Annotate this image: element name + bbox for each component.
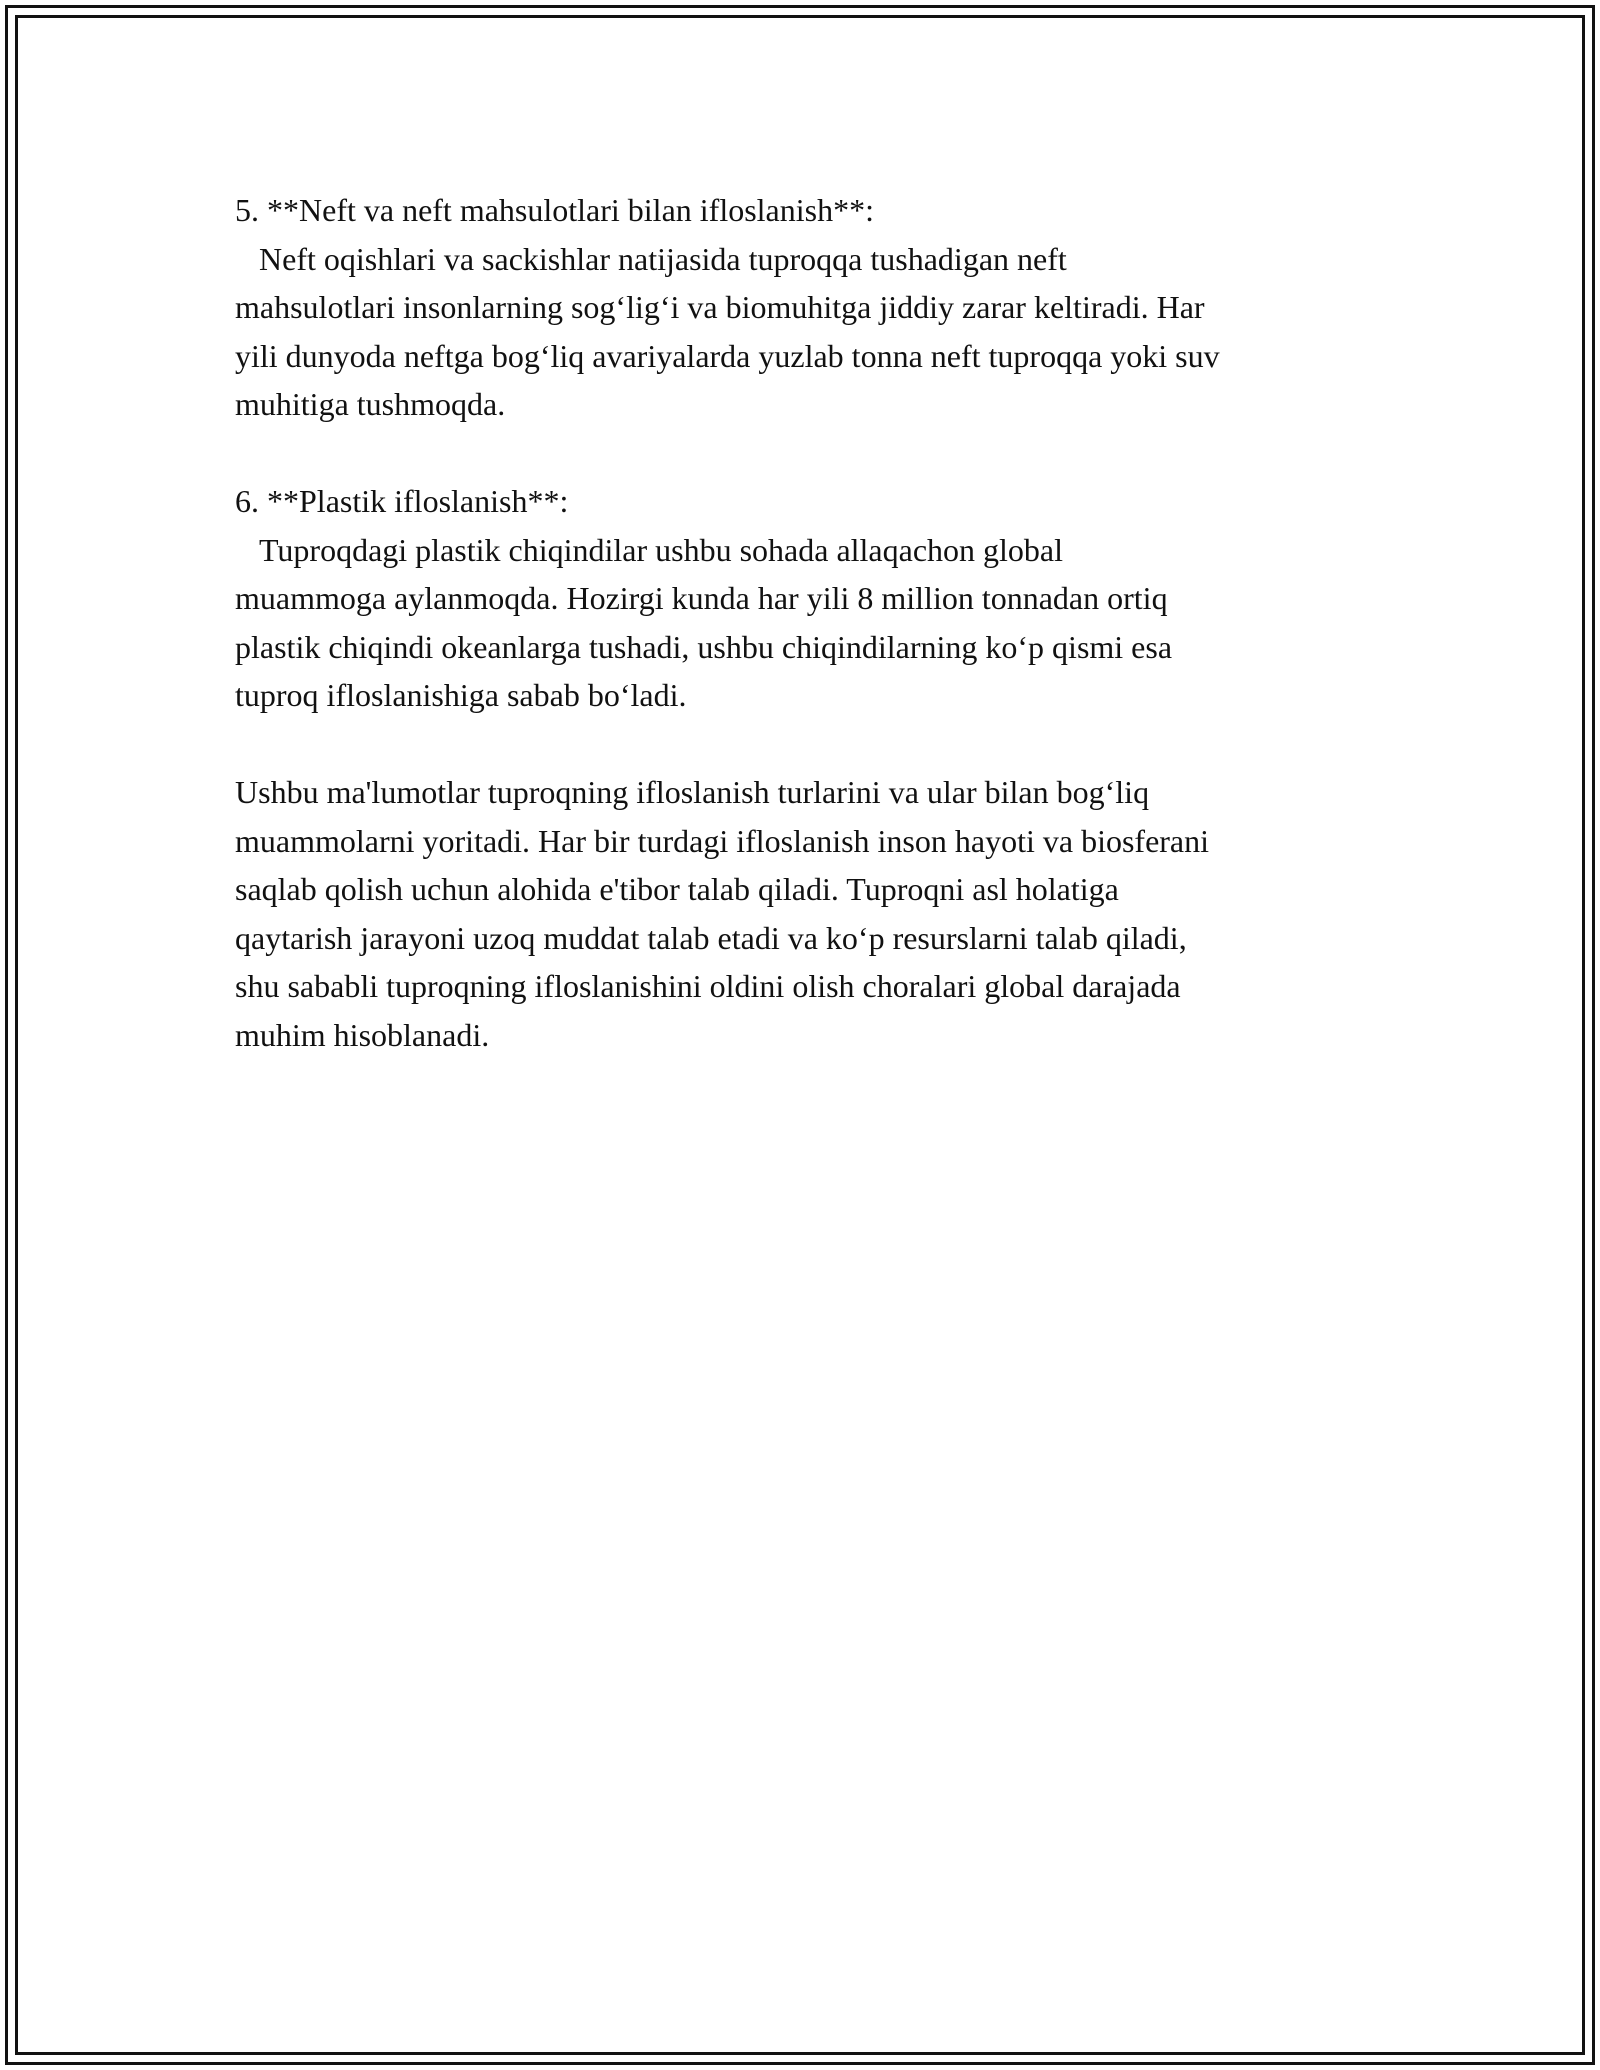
section-heading: 5. **Neft va neft mahsulotlari bilan ifloslanish**: [235, 192, 874, 228]
section-body: Tuproqdagi plastik chiqindilar ushbu sohada allaqachon global muammoga aylanmoqda. Hozirgi kunda har yili 8 million tonnadan ortiq plastik chiqindi okeanlarga tushadi, ushbu chiqindilarning ko‘p qismi esa tuproq ifloslanishiga sabab bo‘ladi. [235, 531, 1173, 713]
section-oil-pollution [235, 186, 1395, 429]
paragraph-gap [235, 720, 1395, 769]
document-body [235, 186, 1395, 1059]
section-heading: 6. **Plastik ifloslanish**: [235, 483, 569, 519]
conclusion-paragraph: Ushbu ma'lumotlar tuproqning ifloslanish turlarini va ular bilan bog‘liq muammolarni yoritadi. Har bir turdagi ifloslanish inson hayoti va biosferani saqlab qolish uchun alohida e'tibor talab qiladi. Tuproqni asl holatiga qaytarish jarayoni uzoq muddat talab etadi va ko‘p resurslarni talab qiladi, shu sababli tuproqning ifloslanishini oldini olish choralari global darajada muhim hisoblanadi. [235, 774, 1210, 1053]
section-body: Neft oqishlari va sackishlar natijasida tuproqqa tushadigan neft mahsulotlari insonlarning sog‘lig‘i va biomuhitga jiddiy zarar keltiradi. Har yili dunyoda neftga bog‘liq avariyalarda yuzlab tonna neft tuproqqa yoki suv muhitiga tushmoqda. [235, 240, 1220, 422]
paragraph-gap [235, 429, 1395, 478]
section-plastic-pollution [235, 477, 1395, 720]
